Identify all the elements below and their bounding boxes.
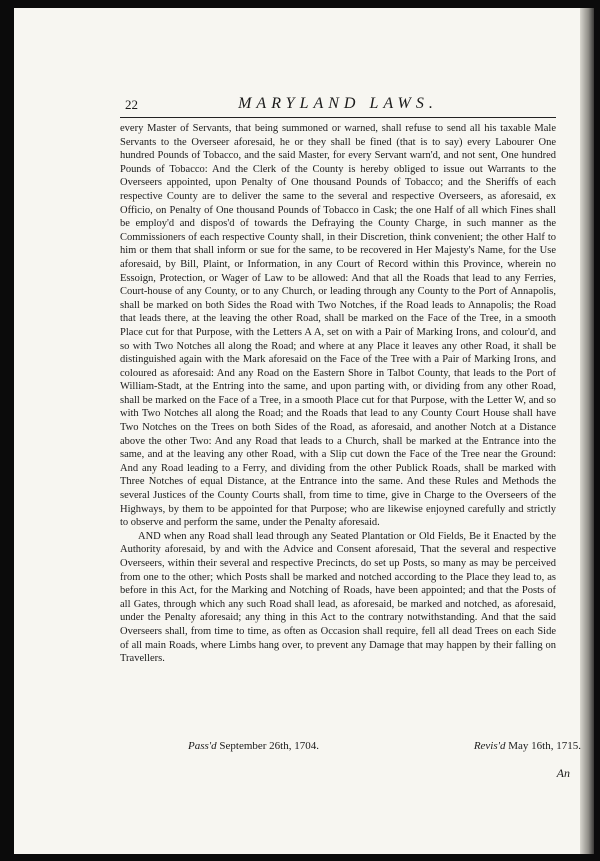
page-number: 22	[125, 97, 138, 112]
header-rule	[120, 117, 556, 118]
paragraph: every Master of Servants, that being summoned or warned, shall refuse to send all his taxable Male Servants to the Overseer aforesaid, he or they shall be fined (that is to say) every Labourer One hundred Pounds of Tobacco, and the said Master, for every Servant warn'd, and not sent, One hundred Pounds of Tobacco: And the Clerk of the County is hereby obliged to issue out Warrants to the Overseers appointed, upon Penalty of One thousand Pounds of Tobacco; and the Sheriffs of each respective County are to deliver the same to the several and respective Overseers, as aforesaid, ex Officio, on Penalty of One thousand Pounds of Tobacco in Cask; the one Half of all which Fines shall be employ'd and dispos'd of towards the Defraying the County Charge, in such manner as the Commissioners of each respective County shall, in their Discretion, think convenient; the other Half to him or them that shall inform or sue for the same, to be recovered in Her Majesty's Name, for the Use aforesaid, by Bill, Plaint, or Information, in any Court of Record within this Province, wherein no Essoign, Protection, or Wager of Law to be allowed: And that all the Roads that lead to any Ferries, Court-house of any County, or to any Church, or leading through any County to the Port of Annapolis, shall be marked on both Sides the Road with Two Notches, if the Road leads to Annapolis; the Road that leads there, at the leaving the other Road, shall be marked on the Face of the Tree, in a smooth Place cut for that Purpose, with the Letters A A, set on with a Pair of Marking Irons, and colour'd, and so with Two Notches all along the Road; and where at any Place it leaves any other Road, it shall be distinguished again with the Mark aforesaid on the Face of the Tree with a Pair of Marking Irons, and coloured as aforesaid: And any Road on the Eastern Shore in Talbot County, that leads to the Port of William-Stadt, at the Entring into the same, and upon parting with, or dividing from any other Road, shall be marked on the Face of a Tree, in a smooth Place cut for that Purpose, with the Letter W, and so with Two Notches all along the Road; and the Roads that lead to any County Court House shall have Two Notches on the Trees on both Sides of the Road, as aforesaid, and another Notch at a Distance above the other Two: And any Road that leads to a Church, shall be marked at the Entrance into the same, and at the leaving any other Road, with a Slip cut down the Face of the Tree near the Ground: And any Road leading to a Ferry, and dividing from the other Publick Roads, shall be marked with Three Notches of equal Distance, at the Entrance into the same. And these Rules and Methods the several Justices of the County Courts shall, from time to time, give in Charge to the Overseers of the Highways, by them to be appointed for that Purpose; who are likewise enjoyned carefully and strictly to observe and perform the same, under the Penalty aforesaid.	[120, 123, 556, 529]
revised-date-value: May 16th, 1715.	[508, 740, 581, 752]
body-text	[120, 122, 556, 666]
revised-date	[474, 740, 581, 752]
catchword: An	[556, 766, 570, 780]
enactment-dates	[188, 740, 586, 756]
running-title: MARYLAND LAWS.	[238, 95, 438, 112]
revised-label: Revis'd	[473, 740, 506, 752]
page-header	[120, 95, 556, 115]
passed-date	[188, 740, 319, 752]
passed-date-value: September 26th, 1704.	[219, 740, 319, 752]
page-spine-shadow	[580, 8, 594, 854]
passed-label: Pass'd	[188, 740, 217, 752]
paragraph: AND when any Road shall lead through any Seated Plantation or Old Fields, Be it Enacted by the Authority aforesaid, by and with the Advice and Consent aforesaid, That the several and respective Overseers, within their several and respective Precincts, do set up Posts, so many as may be perceived from one to the other; which Posts shall be marked and notched according to the Place they lead to, as before in this Act, for the Marking and Notching of Roads, have been appointed; and that the Posts of all Gates, through which any such Road shall lead, as aforesaid, be marked and notched, as aforesaid, under the Penalty aforesaid; any thing in this Act to the contrary notwithstanding. And that the said Overseers shall, from time to time, as often as Occasion shall require, fell all dead Trees on each Side of all main Roads, where Limbs hang over, to prevent any Damage that may happen by their falling on Travellers.	[120, 530, 556, 665]
